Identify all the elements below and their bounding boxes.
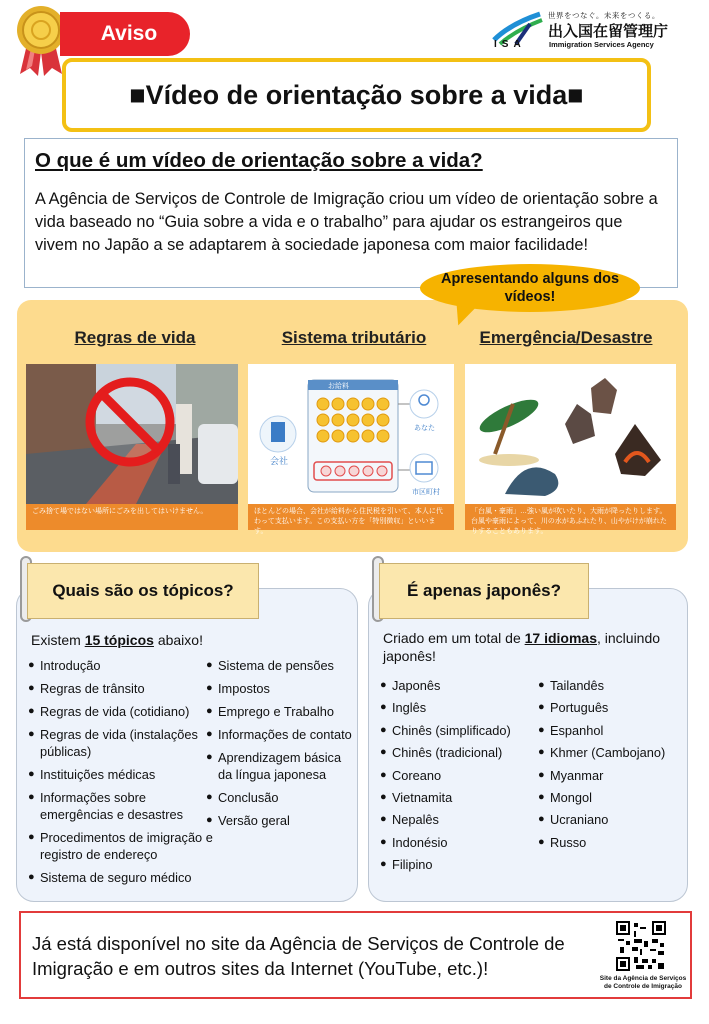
list-item: ● Regras de vida (instalações públicas): [29, 726, 213, 760]
intro-section: [24, 138, 678, 288]
list-item: ● Conclusão: [207, 789, 357, 806]
list-item: ● Regras de trânsito: [29, 680, 213, 697]
video-title-tax-system: Sistema tributário: [281, 328, 427, 347]
intro-heading: O que é um vídeo de orientação sobre a vida?: [35, 149, 483, 172]
list-item: ● Russo: [539, 834, 687, 851]
list-item: ● Aprendizagem básica da língua japonesa: [207, 749, 357, 783]
topics-lead-pre: Existem: [31, 632, 85, 648]
languages-box: [368, 588, 688, 902]
list-item: ● Myanmar: [539, 767, 687, 784]
list-item: ● Regras de vida (cotidiano): [29, 703, 213, 720]
qr-caption: Site da Agência de Serviços de Controle de Imigração: [599, 975, 687, 990]
list-item: ● Filipino: [381, 856, 541, 873]
list-item: ● Vietnamita: [381, 789, 541, 806]
speech-bubble: Apresentando alguns dos vídeos!: [420, 264, 640, 312]
video-caption: 「台風・豪雨」…強い風が吹いたり、大雨が降ったりします。台風や豪雨によって、川の水があふれたり、山やがけが崩れたりすることもあります。: [465, 504, 676, 530]
intro-body: A Agência de Serviços de Controle de Imigração criou um vídeo de orientação sobre a vida baseado no “Guia sobre a vida e o trabalho” para ajudar os estrangeiros que vivem no Japão a se adaptarem à sociedade japonesa com maior facilidade!: [35, 190, 658, 254]
payslip-label: お給料: [328, 382, 349, 390]
languages-count: 17 idiomas: [524, 630, 597, 646]
video-title-life-rules: Regras de vida: [74, 328, 196, 347]
list-item: ● Impostos: [207, 680, 357, 697]
video-caption: ごみ捨て場ではない場所にごみを出してはいけません。: [26, 504, 238, 530]
topics-count: 15 tópicos: [84, 632, 154, 648]
list-item: ● Informações de contato: [207, 726, 357, 743]
page-title: ■Vídeo de orientação sobre a vida■: [62, 58, 651, 132]
list-item: ● Procedimentos de imigração e registro de endereço: [29, 829, 213, 863]
topics-list-col1: [29, 657, 213, 892]
video-thumbnail-emergency[interactable]: [465, 364, 676, 535]
languages-lead: [383, 629, 673, 665]
list-item: ● Indonésio: [381, 834, 541, 851]
video-title-emergency: Emergência/Desastre: [479, 328, 653, 347]
list-item: ● Ucraniano: [539, 811, 687, 828]
list-item: ● Tailandês: [539, 677, 687, 694]
availability-text: Já está disponível no site da Agência de Serviços de Controle de Imigração e em outros sites da Internet (YouTube, etc.)!: [32, 933, 565, 979]
languages-list-col1: [381, 677, 541, 879]
agency-name-en: Immigration Services Agency: [549, 40, 654, 49]
qr-code-icon[interactable]: [616, 921, 666, 971]
list-item: ● Sistema de seguro médico: [29, 869, 213, 886]
video-caption: ほとんどの場合、会社が給料から住民税を引いて、本人に代わって支払います。この支払い方を「特別徴収」といいます。: [248, 504, 454, 530]
notice-badge: Aviso: [60, 12, 190, 56]
list-item: ● Nepalês: [381, 811, 541, 828]
agency-abbr: ISA: [494, 39, 526, 50]
list-item: ● Mongol: [539, 789, 687, 806]
list-item: ● Sistema de pensões: [207, 657, 357, 674]
city-label: 市区町村: [412, 488, 440, 496]
list-item: ● Khmer (Cambojano): [539, 744, 687, 761]
list-item: ● Espanhol: [539, 722, 687, 739]
topics-lead-post: abaixo!: [153, 632, 203, 648]
list-item: ● Chinês (simplificado): [381, 722, 541, 739]
agency-name-jp: 出入国在留管理庁: [548, 22, 669, 40]
you-label: あなた: [414, 424, 435, 432]
availability-notice: [19, 911, 692, 999]
list-item: ● Japonês: [381, 677, 541, 694]
languages-lead-pre: Criado em um total de: [383, 630, 525, 646]
list-item: ● Informações sobre emergências e desastres: [29, 789, 213, 823]
video-thumbnail-tax-system[interactable]: [248, 364, 454, 535]
street-scene-icon: [26, 364, 238, 504]
agency-tagline: 世界をつなぐ。未来をつくる。: [548, 11, 660, 20]
video-thumbnail-life-rules[interactable]: [26, 364, 238, 530]
topics-box: [16, 588, 358, 902]
list-item: ● Inglês: [381, 699, 541, 716]
tax-diagram-icon: [248, 364, 454, 504]
topics-lead: [31, 631, 203, 649]
list-item: ● Português: [539, 699, 687, 716]
languages-lead-post: , incluindo japonês!: [383, 630, 661, 664]
company-label: 会社: [270, 457, 289, 467]
disaster-scene-icon: [465, 364, 676, 504]
list-item: ● Versão geral: [207, 812, 357, 829]
list-item: ● Emprego e Trabalho: [207, 703, 357, 720]
languages-heading: É apenas japonês?: [379, 563, 589, 619]
topics-heading: Quais são os tópicos?: [27, 563, 259, 619]
list-item: ● Introdução: [29, 657, 213, 674]
topics-list-col2: [207, 657, 357, 835]
list-item: ● Instituições médicas: [29, 766, 213, 783]
list-item: ● Coreano: [381, 767, 541, 784]
list-item: ● Chinês (tradicional): [381, 744, 541, 761]
languages-list-col2: [539, 677, 687, 856]
